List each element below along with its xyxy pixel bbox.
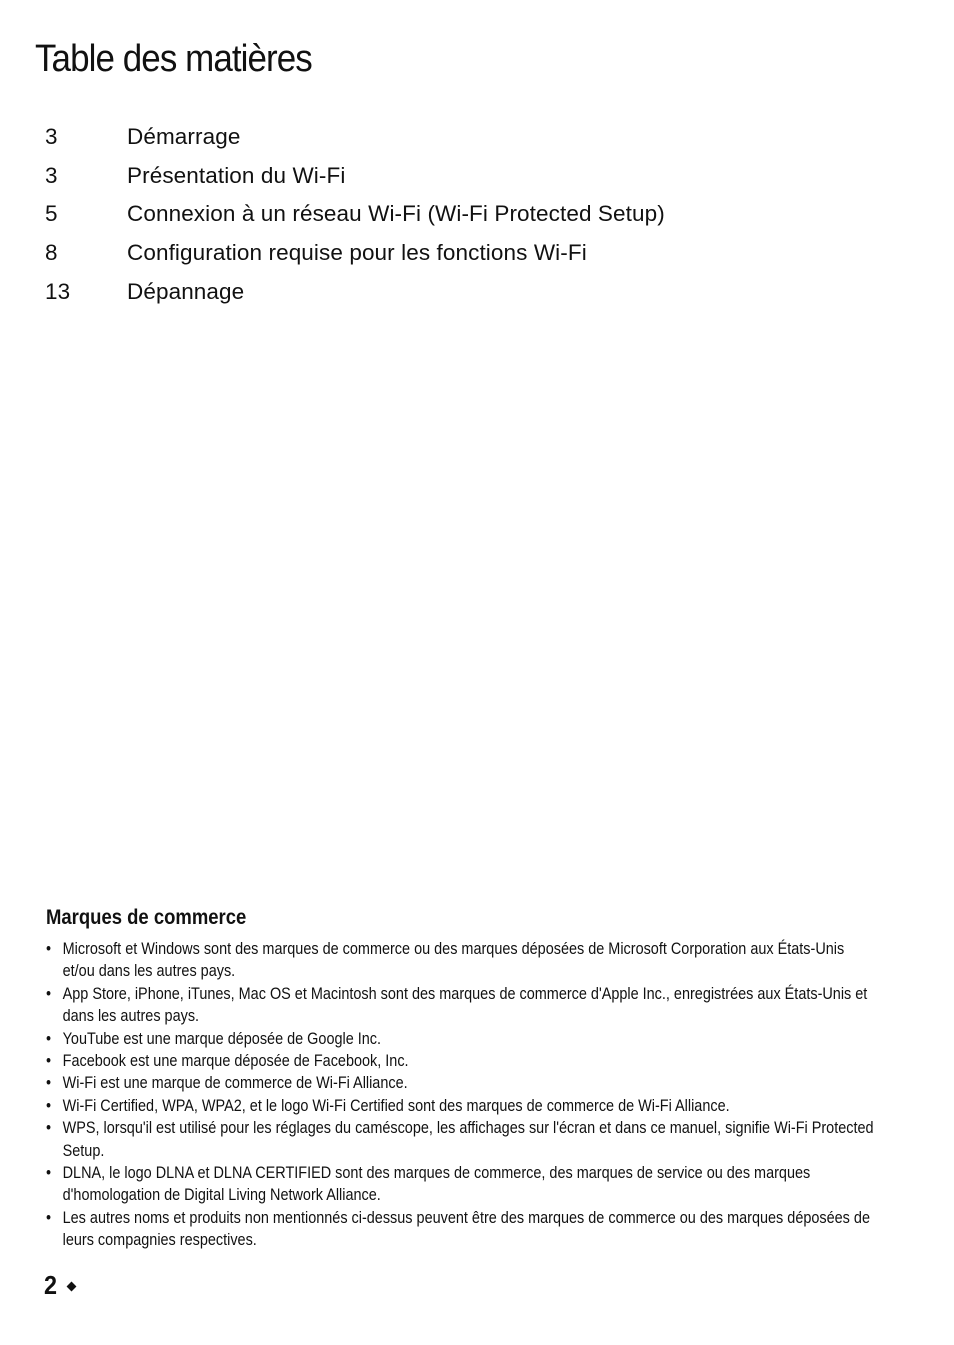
toc-entry-label: Présentation du Wi-Fi bbox=[127, 162, 346, 188]
trademark-item bbox=[46, 1095, 876, 1117]
trademark-text: Wi-Fi est une marque de commerce de Wi-Fi Alliance. bbox=[62, 1074, 408, 1093]
toc-page-number: 3 bbox=[45, 124, 58, 149]
trademark-text: Microsoft et Windows sont des marques de commerce ou des marques déposées de Microsoft Corporation aux États-Unis et/ou dans les autres pays. bbox=[62, 940, 845, 981]
trademark-text: WPS, lorsqu'il est utilisé pour les réglages du caméscope, les affichages sur l'écran et dans ce manuel, signifie Wi-Fi Protected Setup. bbox=[62, 1119, 874, 1160]
bullet-icon: • bbox=[46, 1052, 52, 1071]
trademark-text: Les autres noms et produits non mentionnés ci-dessus peuvent être des marques de commerce ou des marques déposées de leurs compagnies respectives. bbox=[62, 1208, 870, 1250]
trademark-item bbox=[46, 1117, 876, 1162]
page-number: 2 bbox=[44, 1270, 58, 1300]
trademark-item bbox=[46, 983, 876, 1028]
toc-entry-label: Dépannage bbox=[127, 278, 245, 304]
trademarks-list bbox=[46, 938, 874, 1252]
trademark-text: YouTube est une marque déposée de Google Inc. bbox=[62, 1029, 382, 1048]
toc-page-number: 5 bbox=[45, 201, 58, 227]
trademarks-heading: Marques de commerce bbox=[46, 906, 247, 929]
toc-entry-label: Connexion à un réseau Wi-Fi (Wi-Fi Protected Setup) bbox=[127, 201, 665, 227]
toc-page-number: 8 bbox=[45, 240, 58, 266]
trademark-item bbox=[46, 1072, 876, 1094]
bullet-icon: • bbox=[46, 940, 52, 958]
bullet-icon: • bbox=[46, 1029, 52, 1048]
trademarks-section bbox=[46, 903, 874, 1252]
trademark-text: Wi-Fi Certified, WPA, WPA2, et le logo Wi-Fi Certified sont des marques de commerce de Wi-Fi Alliance. bbox=[62, 1096, 730, 1115]
page-footer bbox=[44, 1268, 75, 1302]
trademark-item bbox=[46, 1162, 876, 1207]
page-title: Table des matières bbox=[35, 38, 312, 80]
trademark-text: App Store, iPhone, iTunes, Mac OS et Macintosh sont des marques de commerce d'Apple Inc., enregistrées aux États-Unis et dans les autres pays. bbox=[62, 984, 868, 1026]
trademark-item bbox=[46, 1028, 876, 1050]
bullet-icon: • bbox=[46, 1164, 52, 1183]
toc-entry-label: Démarrage bbox=[127, 124, 241, 149]
diamond-icon bbox=[67, 1281, 77, 1291]
toc-entry bbox=[45, 195, 865, 234]
toc-entry-label: Configuration requise pour les fonctions Wi-Fi bbox=[127, 240, 587, 266]
trademark-text: DLNA, le logo DLNA et DLNA CERTIFIED sont des marques de commerce, des marques de service ou des marques d'homologation de Digital Living Network Alliance. bbox=[62, 1164, 811, 1205]
toc-page-number: 3 bbox=[45, 162, 58, 188]
trademark-item bbox=[46, 938, 876, 983]
toc-entry bbox=[45, 234, 865, 273]
toc-entry bbox=[45, 157, 865, 196]
trademark-item bbox=[46, 1207, 876, 1252]
table-of-contents bbox=[45, 118, 865, 311]
bullet-icon: • bbox=[46, 984, 52, 1003]
toc-page-number: 13 bbox=[45, 278, 71, 304]
bullet-icon: • bbox=[46, 1119, 52, 1138]
bullet-icon: • bbox=[46, 1074, 52, 1093]
trademark-text: Facebook est une marque déposée de Facebook, Inc. bbox=[62, 1052, 409, 1071]
toc-entry bbox=[45, 273, 865, 312]
toc-entry bbox=[45, 118, 865, 157]
bullet-icon: • bbox=[46, 1208, 52, 1227]
bullet-icon: • bbox=[46, 1096, 52, 1115]
trademark-item bbox=[46, 1050, 876, 1072]
